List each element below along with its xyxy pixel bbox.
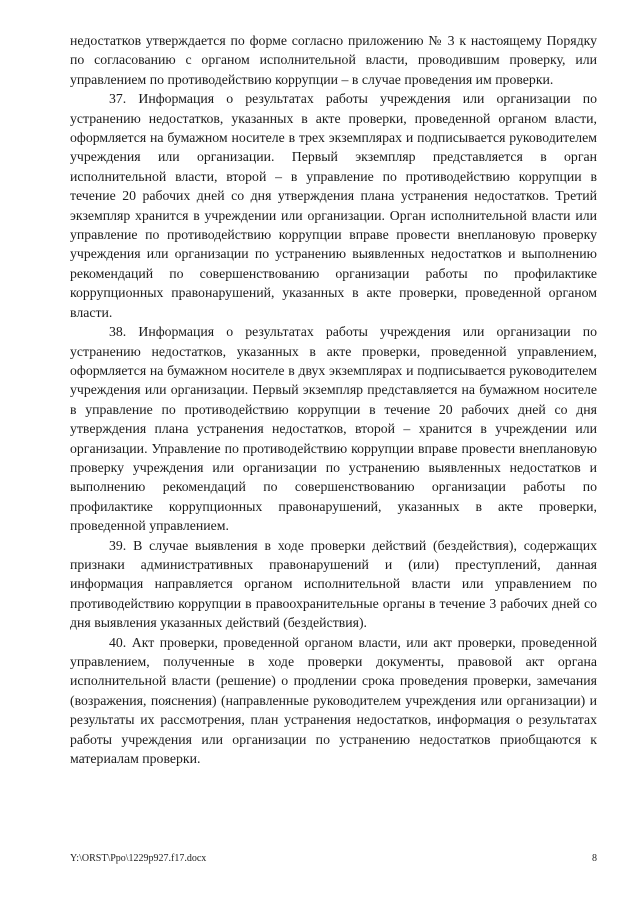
page-footer (70, 852, 597, 866)
document-body (70, 31, 597, 768)
page-number: 8 (592, 853, 597, 864)
paragraph-40: 40. Акт проверки, проведенной органом власти, или акт проверки, проведенной управлением, полученные в ходе проверки документы, правовой акт органа исполнительной власти (решение) о продлении срока проведения проверки, замечания (возражения, пояснения) (направленные руководителем учреждения или организации) и результаты их рассмотрения, план устранения недостатков, информация о результатах работы учреждения или организации по устранению недостатков приобщаются к материалам проверки. (70, 634, 597, 767)
paragraph-38: 38. Информация о результатах работы учреждения или организации по устранению недостатков, указанных в акте проверки, проведенной управлением, оформляется на бумажном носителе в двух экземплярах и подписывается руководителем учреждения или организации. Первый экземпляр представляется на бумажном носителе в управление по противодействию коррупции в течение 20 рабочих дней со дня утверждения плана устранения недостатков, второй – хранится в учреждении или организации. Управление по противодействию коррупции вправе провести внеплановую проверку учреждения или организации по устранению выявленных недостатков и выполнению рекомендаций по совершенствованию организации работы по профилактике коррупционных правонарушений, указанных в акте проверки, проведенной управлением. (70, 324, 597, 534)
paragraph-37: 37. Информация о результатах работы учреждения или организации по устранению недостатков, указанных в акте проверки, проведенной органом власти, оформляется на бумажном носителе в трех экземплярах и подписывается руководителем учреждения или организации. Первый экземпляр представляется в орган исполнительной власти, второй – в управление по противодействию коррупции в течение 20 рабочих дней со дня утверждения плана устранения недостатков. Третий экземпляр хранится в учреждении или организации. Орган исполнительной власти или управление по противодействию коррупции вправе провести внеплановую проверку учреждения или организации по устранению выявленных недостатков и выполнению рекомендаций по совершенствованию организации работы по профилактике коррупционных правонарушений, указанных в акте проверки, проведенной органом власти. (70, 91, 597, 320)
paragraph-39: 39. В случае выявления в ходе проверки действий (бездействия), содержащих признаки административных правонарушений и (или) преступлений, данная информация направляется органом исполнительной власти или управлением по противодействию коррупции в правоохранительные органы в течение 3 рабочих дней со дня выявления указанных действий (бездействия). (70, 537, 597, 631)
footer-file-path: Y:\ORST\Ppo\1229p927.f17.docx (70, 853, 207, 864)
paragraph-continuation: недостатков утверждается по форме согласно приложению № 3 к настоящему Порядку по согласованию с органом исполнительной власти, проводившим проверку, или управлением по противодействию коррупции – в случае проведения им проверки. (70, 33, 597, 87)
